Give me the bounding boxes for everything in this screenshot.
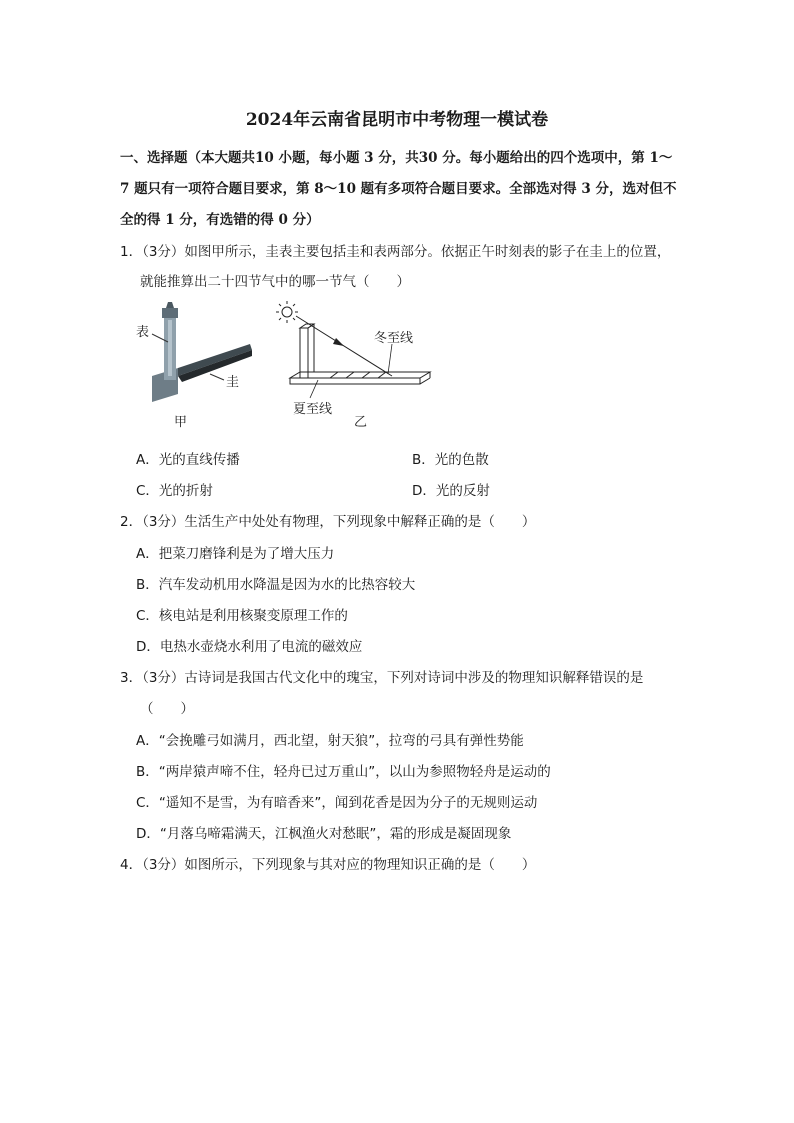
question-3-stem: 3．（3分）古诗词是我国古代文化中的瑰宝，下列对诗词中涉及的物理知识解释错误的是 (120, 670, 644, 686)
question-1-option-d: D．光的反射 (412, 483, 490, 499)
label-pointer-gui (210, 374, 224, 380)
section-instructions-line-3: 全的得 1 分，有选错的得 0 分） (120, 212, 320, 228)
label-pointer-xiazhi (310, 380, 318, 398)
question-1-option-a: A．光的直线传播 (136, 452, 240, 468)
label-biao: 表 (136, 325, 150, 340)
question-1-option-b: B．光的色散 (412, 452, 489, 468)
label-gui: 圭 (226, 375, 240, 390)
question-4-stem: 4．（3分）如图所示，下列现象与其对应的物理知识正确的是（ ） (120, 857, 536, 873)
ray-arrow (333, 338, 344, 346)
question-1-stem: 1．（3分）如图甲所示，圭表主要包括圭和表两部分。依据正午时刻表的影子在圭上的位置， (120, 244, 671, 260)
question-2-stem: 2．（3分）生活生产中处处有物理，下列现象中解释正确的是（ ） (120, 514, 536, 530)
question-2-option-c: C．核电站是利用核聚变原理工作的 (136, 608, 348, 624)
question-1-figure (130, 298, 450, 433)
question-3-option-c: C．“遥知不是雪，为有暗香来”，闻到花香是因为分子的无规则运动 (136, 795, 538, 811)
question-3-option-d: D．“月落乌啼霜满天，江枫渔火对愁眠”，霜的形成是凝固现象 (136, 826, 512, 842)
sun-icon (276, 301, 298, 323)
label-dongzhi: 冬至线 (374, 331, 414, 346)
label-xiazhi: 夏至线 (293, 402, 333, 417)
question-2-option-b: B．汽车发动机用水降温是因为水的比热容较大 (136, 577, 416, 593)
section-instructions-line-1: 一、选择题（本大题共10 小题，每小题 3 分，共30 分。每小题给出的四个选项中，第 1～ (120, 150, 673, 166)
label-jia: 甲 (174, 415, 188, 430)
question-1-option-c: C．光的折射 (136, 483, 213, 499)
question-2-option-d: D．电热水壶烧水利用了电流的磁效应 (136, 639, 363, 655)
question-1-stem-cont: 就能推算出二十四节气中的哪一节气（ ） (140, 274, 410, 290)
section-instructions-line-2: 7 题只有一项符合题目要求，第 8～10 题有多项符合题目要求。全部选对得 3 分，选对但不 (120, 181, 677, 197)
question-3-option-a: A．“会挽雕弓如满月，西北望，射天狼”，拉弯的弓具有弹性势能 (136, 733, 524, 749)
question-3-stem-cont: （ ） (140, 701, 194, 717)
label-pointer-dongzhi (388, 344, 392, 374)
question-2-option-a: A．把菜刀磨锋利是为了增大压力 (136, 546, 335, 562)
page-title: 2024年云南省昆明市中考物理一模试卷 (245, 110, 549, 130)
question-3-option-b: B．“两岸猿声啼不住，轻舟已过万重山”，以山为参照物轻舟是运动的 (136, 764, 551, 780)
label-yi: 乙 (354, 415, 368, 430)
